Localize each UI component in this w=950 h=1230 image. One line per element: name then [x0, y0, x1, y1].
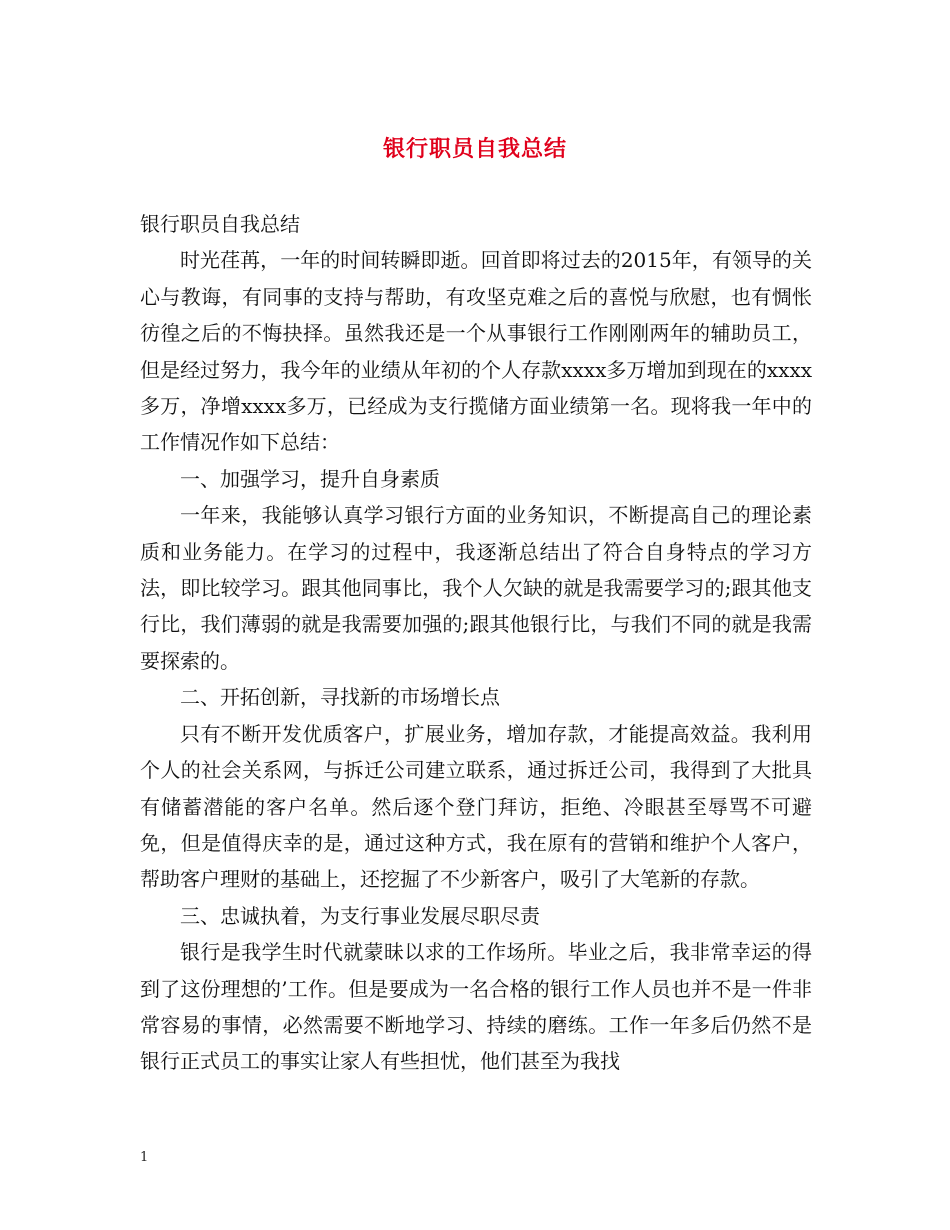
page-number: 1 — [140, 1150, 149, 1165]
paragraph-heading: 银行职员自我总结 — [140, 212, 300, 236]
section-heading-3: 三、忠诚执着，为支行事业发展尽职尽责 — [180, 903, 540, 928]
section-heading-2: 二、开拓创新，寻找新的市场增长点 — [180, 685, 500, 710]
section-heading-1: 一、加强学习，提升自身素质 — [180, 466, 440, 491]
paragraph-intro: 时光荏苒，一年的时间转瞬即逝。回首即将过去的2015年，有领导的关心与教诲，有同事的支持与帮助，有攻坚克难之后的喜悦与欣慰，也有惆怅彷徨之后的不悔抉择。虽然我还是一个从事银行工作刚刚两年的辅助员工，但是经过努力，我今年的业绩从年初的个人存款xxxx多万增加到现在的xxxx多万，净增xxxx多万，已经成为支行揽储方面业绩第一名。现将我一年中的工作情况作如下总结： — [140, 248, 812, 455]
paragraph-section-3: 银行是我学生时代就蒙昧以求的工作场所。毕业之后，我非常幸运的得到了这份理想的’工作。但是要成为一名合格的银行工作人员也并不是一件非常容易的事情，必然需要不断地学习、持续的磨练。工作一年多后仍然不是银行正式员工的事实让家人有些担忧，他们甚至为我找 — [140, 940, 812, 1074]
paragraph-section-2: 只有不断开发优质客户，扩展业务，增加存款，才能提高效益。我利用个人的社会关系网，与拆迁公司建立联系，通过拆迁公司，我得到了大批具有储蓄潜能的客户名单。然后逐个登门拜访，拒绝、冷眼甚至辱骂不可避免，但是值得庆幸的是，通过这种方式，我在原有的营销和维护个人客户，帮助客户理财的基础上，还挖掘了不少新客户，吸引了大笔新的存款。 — [140, 721, 812, 892]
document-body — [140, 206, 812, 1080]
document-title: 银行职员自我总结 — [382, 136, 567, 162]
paragraph-section-1: 一年来，我能够认真学习银行方面的业务知识，不断提高自己的理论素质和业务能力。在学习的过程中，我逐渐总结出了符合自身特点的学习方法，即比较学习。跟其他同事比，我个人欠缺的就是我需要学习的;跟其他支行比，我们薄弱的就是我需要加强的;跟其他银行比，与我们不同的就是我需要探索的。 — [140, 503, 812, 673]
